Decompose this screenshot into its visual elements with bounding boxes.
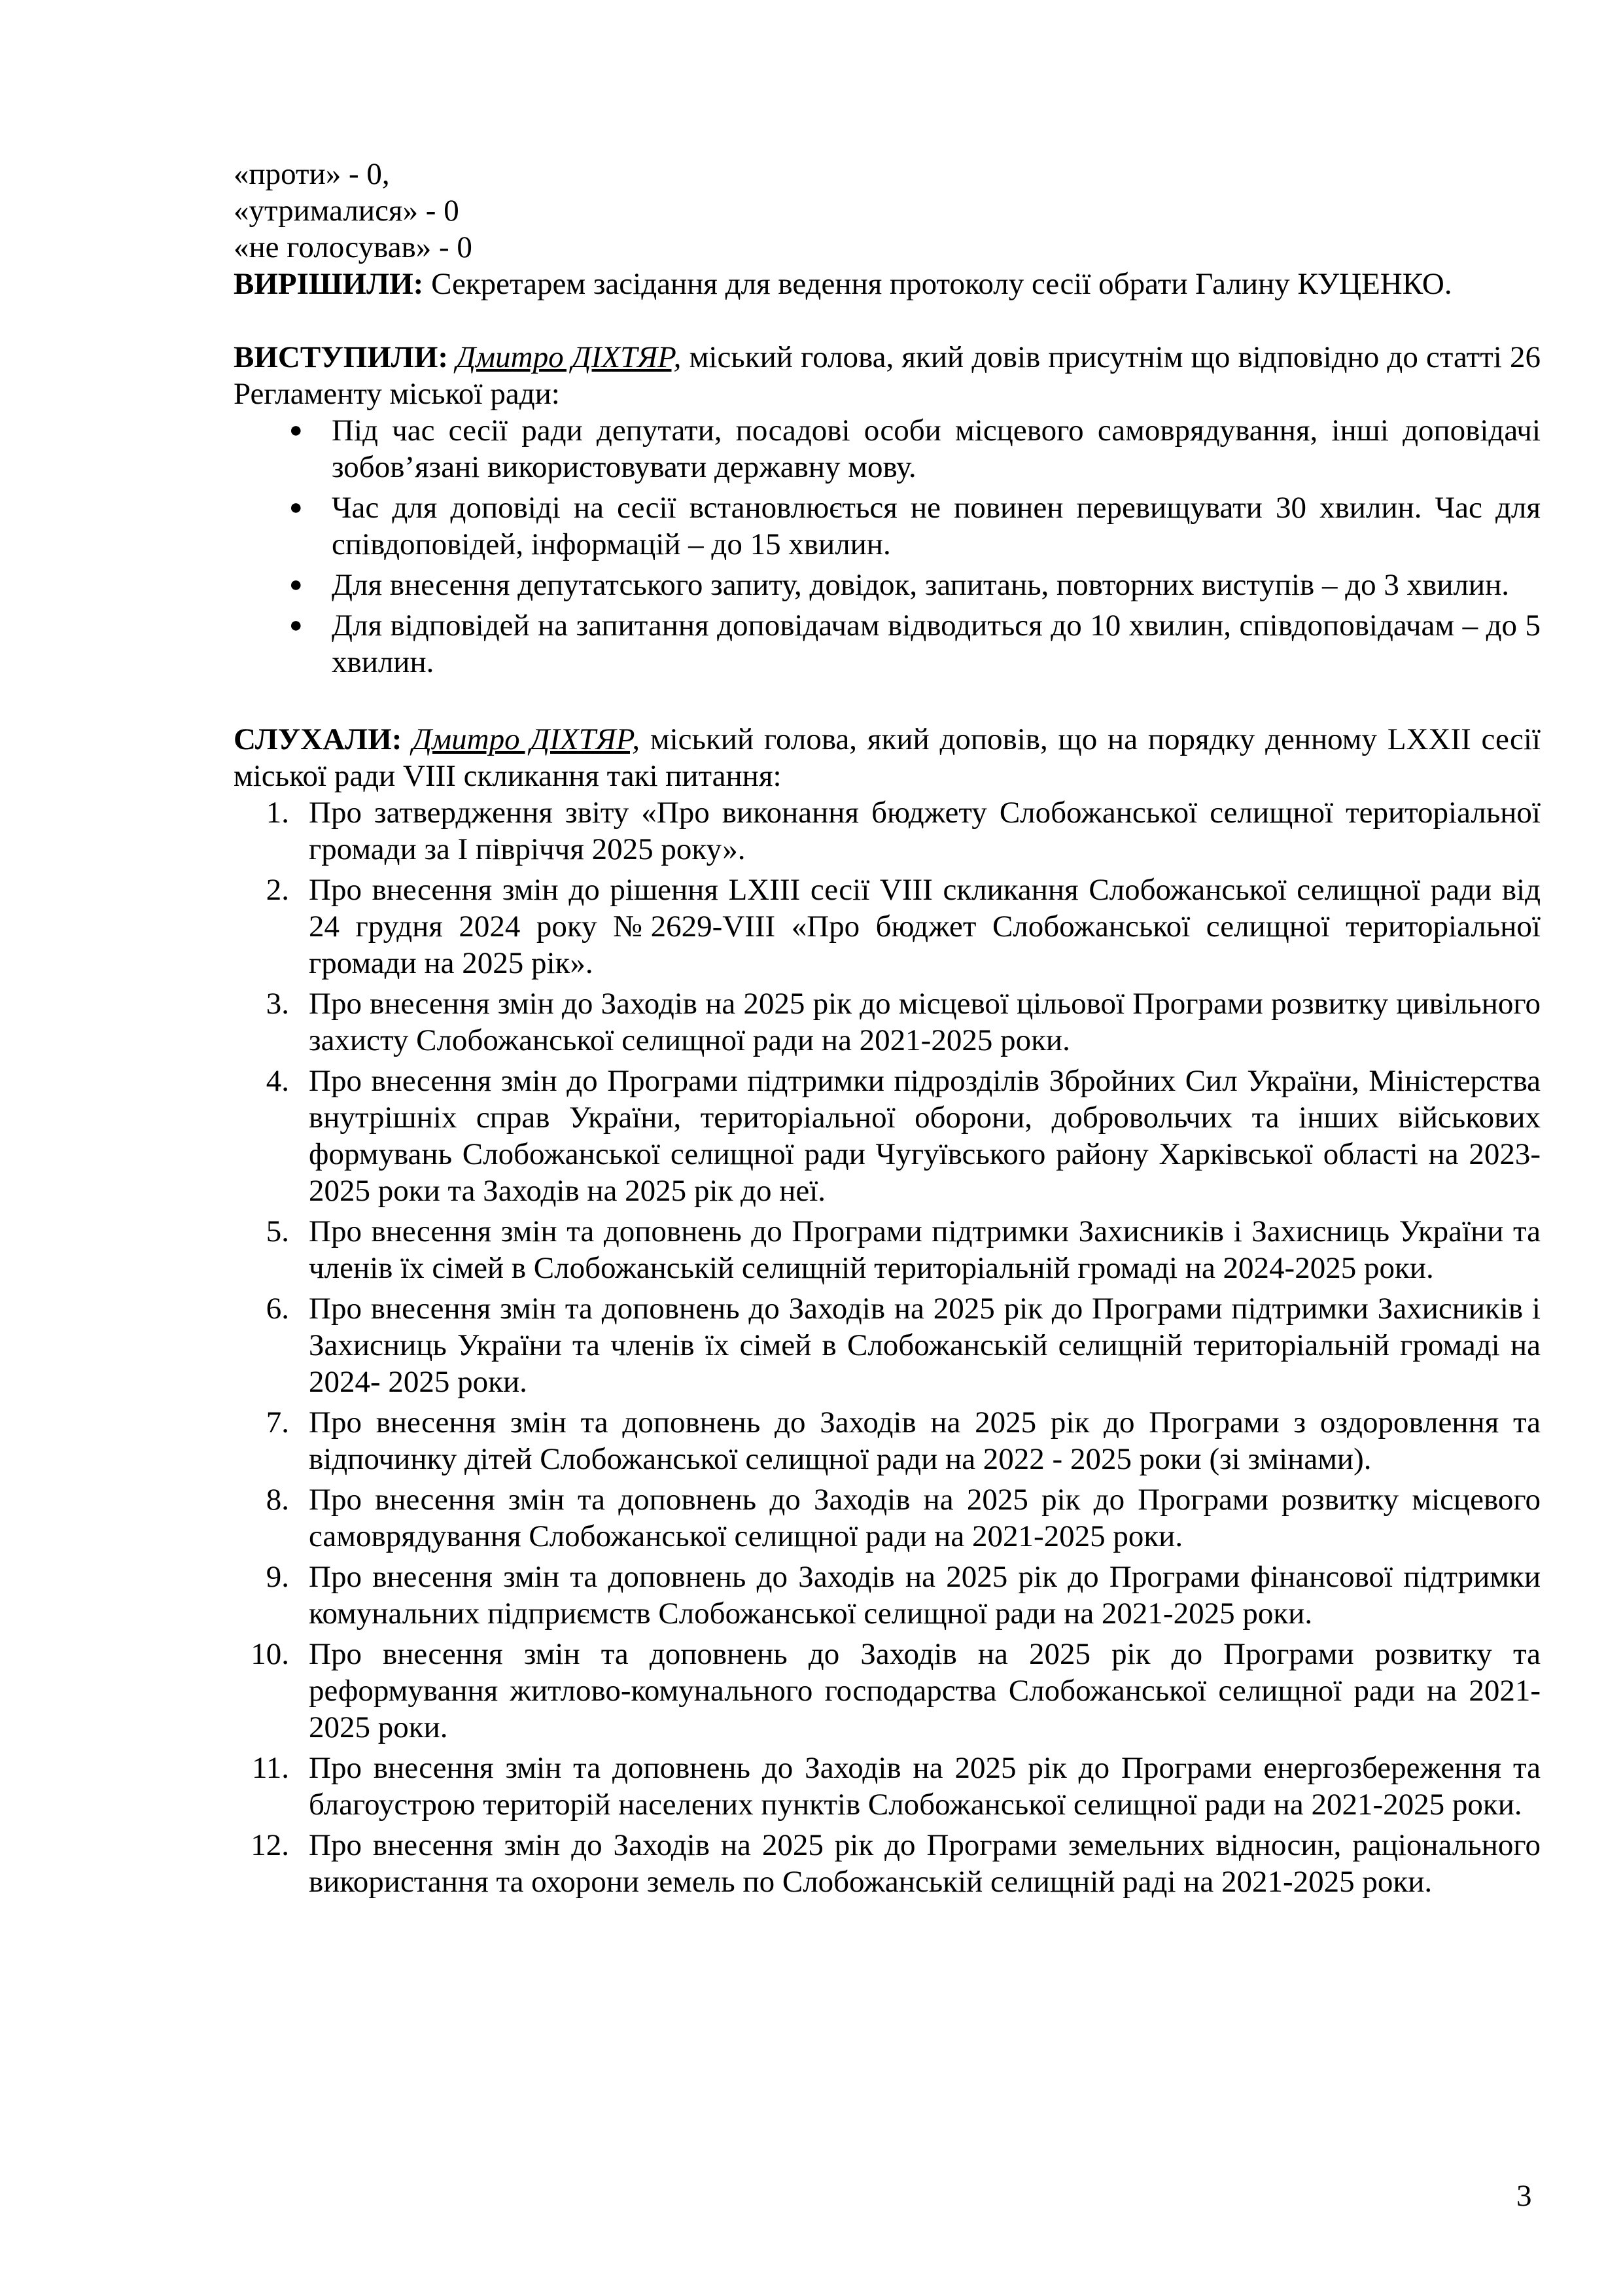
agenda-item-number: 8. [266,1483,289,1517]
agenda-item-number: 10. [251,1637,289,1671]
agenda-item [234,985,1541,1059]
bullet-text: Для відповідей на запитання доповідачам відводиться до 10 хвилин, співдоповідачам – до 5 хвилин. [332,609,1541,679]
agenda-item [234,872,1541,981]
agenda-item [234,1827,1541,1900]
agenda-list [234,794,1541,1900]
agenda-item-number: 3. [266,987,289,1021]
agenda-item-text: Про внесення змін до Заходів на 2025 рік до місцевої цільової Програми розвитку цивільного захисту Слобожанської селищної ради на 2021-2025 роки. [309,987,1541,1057]
vote-not-voted: «не голосував» - 0 [234,230,472,264]
page-number: 3 [1516,2179,1532,2213]
agenda-item [234,1290,1541,1400]
agenda-item-number: 2. [266,873,289,907]
agenda-item [234,1750,1541,1823]
heard-text: міський голова, який доповів, що на порядку денному LXXII сесії міської ради VIII скликання такі питання: [234,722,1541,793]
agenda-item-text: Про внесення змін до Програми підтримки підрозділів Збройних Сил України, Міністерства внутрішніх справ України, територіальної оборони, добровольчих та інших військових формувань Слобожанської селищної ради Чугуївського району Харківської області на 2023-2025 роки та Заходів на 2025 рік до неї. [309,1064,1541,1208]
bullet-text: Час для доповіді на сесії встановлюється не повинен перевищувати 30 хвилин. Час для співдоповідей, інформацій – до 15 хвилин. [332,491,1541,561]
agenda-item-number: 12. [251,1828,289,1862]
spoke-text: міський голова, який довів присутнім що відповідно до статті 26 Регламенту міської ради: [234,340,1541,411]
agenda-item [234,1213,1541,1286]
regulation-bullet-list [234,412,1541,680]
agenda-item-text: Про внесення змін та доповнень до Заходів на 2025 рік до Програми з оздоровлення та відпочинку дітей Слобожанської селищної ради на 2022 - 2025 роки (зі змінами). [309,1405,1541,1476]
spacer [234,302,1541,339]
vote-abstained: «утрималися» - 0 [234,194,459,228]
bullet-icon: ● [289,495,303,520]
bullet-text: Для внесення депутатського запиту, довідок, запитань, повторних виступів – до 3 хвилин. [332,568,1509,602]
decided-text: Секретарем засідання для ведення протоколу сесії обрати Галину КУЦЕНКО. [423,267,1452,301]
agenda-item-number: 1. [266,796,289,830]
list-item [234,489,1541,563]
agenda-item-number: 4. [266,1064,289,1098]
document-page [234,156,1541,1904]
agenda-item-text: Про внесення змін та доповнень до Заходів на 2025 рік до Програми підтримки Захисників і Захисниць України та членів їх сімей в Слобожанській селищній територіальній громаді на 2024- 2025 роки. [309,1292,1541,1399]
agenda-item-text: Про внесення змін та доповнень до Заходів на 2025 рік до Програми розвитку місцевого самоврядування Слобожанської селищної ради на 2021-2025 роки. [309,1483,1541,1553]
spoke-label: ВИСТУПИЛИ: [234,340,449,374]
agenda-item [234,794,1541,868]
agenda-item [234,1404,1541,1477]
bullet-text: Під час сесії ради депутати, посадові особи місцевого самоврядування, інші доповідачі зобов’язані використовувати державну мову. [332,414,1541,484]
agenda-item-text: Про внесення змін та доповнень до Заходів на 2025 рік до Програми фінансової підтримки комунальних підприємств Слобожанської селищної ради на 2021-2025 роки. [309,1560,1541,1631]
bullet-icon: ● [289,573,303,597]
agenda-item-number: 11. [251,1751,289,1785]
agenda-item-text: Про внесення змін до Заходів на 2025 рік до Програми земельних відносин, раціонального використання та охорони земель по Слобожанській селищній раді на 2021-2025 роки. [309,1828,1541,1899]
agenda-item [234,1481,1541,1555]
heard-paragraph [234,721,1541,794]
vote-against: «проти» - 0, [234,157,390,191]
agenda-item-text: Про внесення змін та доповнень до Програми підтримки Захисників і Захисниць України та членів їх сімей в Слобожанській селищній територіальній громаді на 2024-2025 роки. [309,1214,1541,1285]
agenda-item [234,1063,1541,1209]
heard-label: СЛУХАЛИ: [234,722,402,756]
bullet-icon: ● [289,613,303,637]
agenda-item-text: Про внесення змін до рішення LXIII сесії VIII скликання Слобожанської селищної ради від 24 грудня 2024 року №2629-VIII «Про бюджет Слобожанської селищної територіальної громади на 2025 рік». [309,873,1541,980]
agenda-item [234,1559,1541,1632]
agenda-item-text: Про затвердження звіту «Про виконання бюджету Слобожанської селищної територіальної громади за І півріччя 2025 року». [309,796,1541,866]
bullet-icon: ● [289,418,303,442]
agenda-item-text: Про внесення змін та доповнень до Заходів на 2025 рік до Програми розвитку та реформування житлово-комунального господарства Слобожанської селищної ради на 2021-2025 роки. [309,1637,1541,1744]
list-item [234,567,1541,603]
spoke-paragraph [234,339,1541,412]
agenda-item-number: 5. [266,1214,289,1248]
agenda-item-number: 7. [266,1405,289,1439]
agenda-item-text: Про внесення змін та доповнень до Заходів на 2025 рік до Програми енергозбереження та благоустрою територій населених пунктів Слобожанської селищної ради на 2021-2025 роки. [309,1751,1541,1822]
decided-label: ВИРІШИЛИ: [234,267,424,301]
heard-speaker: Дмитро ДІХТЯР, [412,722,640,756]
list-item [234,607,1541,680]
list-item [234,412,1541,486]
spacer [234,684,1541,721]
spoke-speaker: Дмитро ДІХТЯР, [456,340,682,374]
agenda-item-number: 9. [266,1560,289,1594]
decided-paragraph [234,266,1541,302]
agenda-item [234,1636,1541,1746]
agenda-item-number: 6. [266,1292,289,1326]
